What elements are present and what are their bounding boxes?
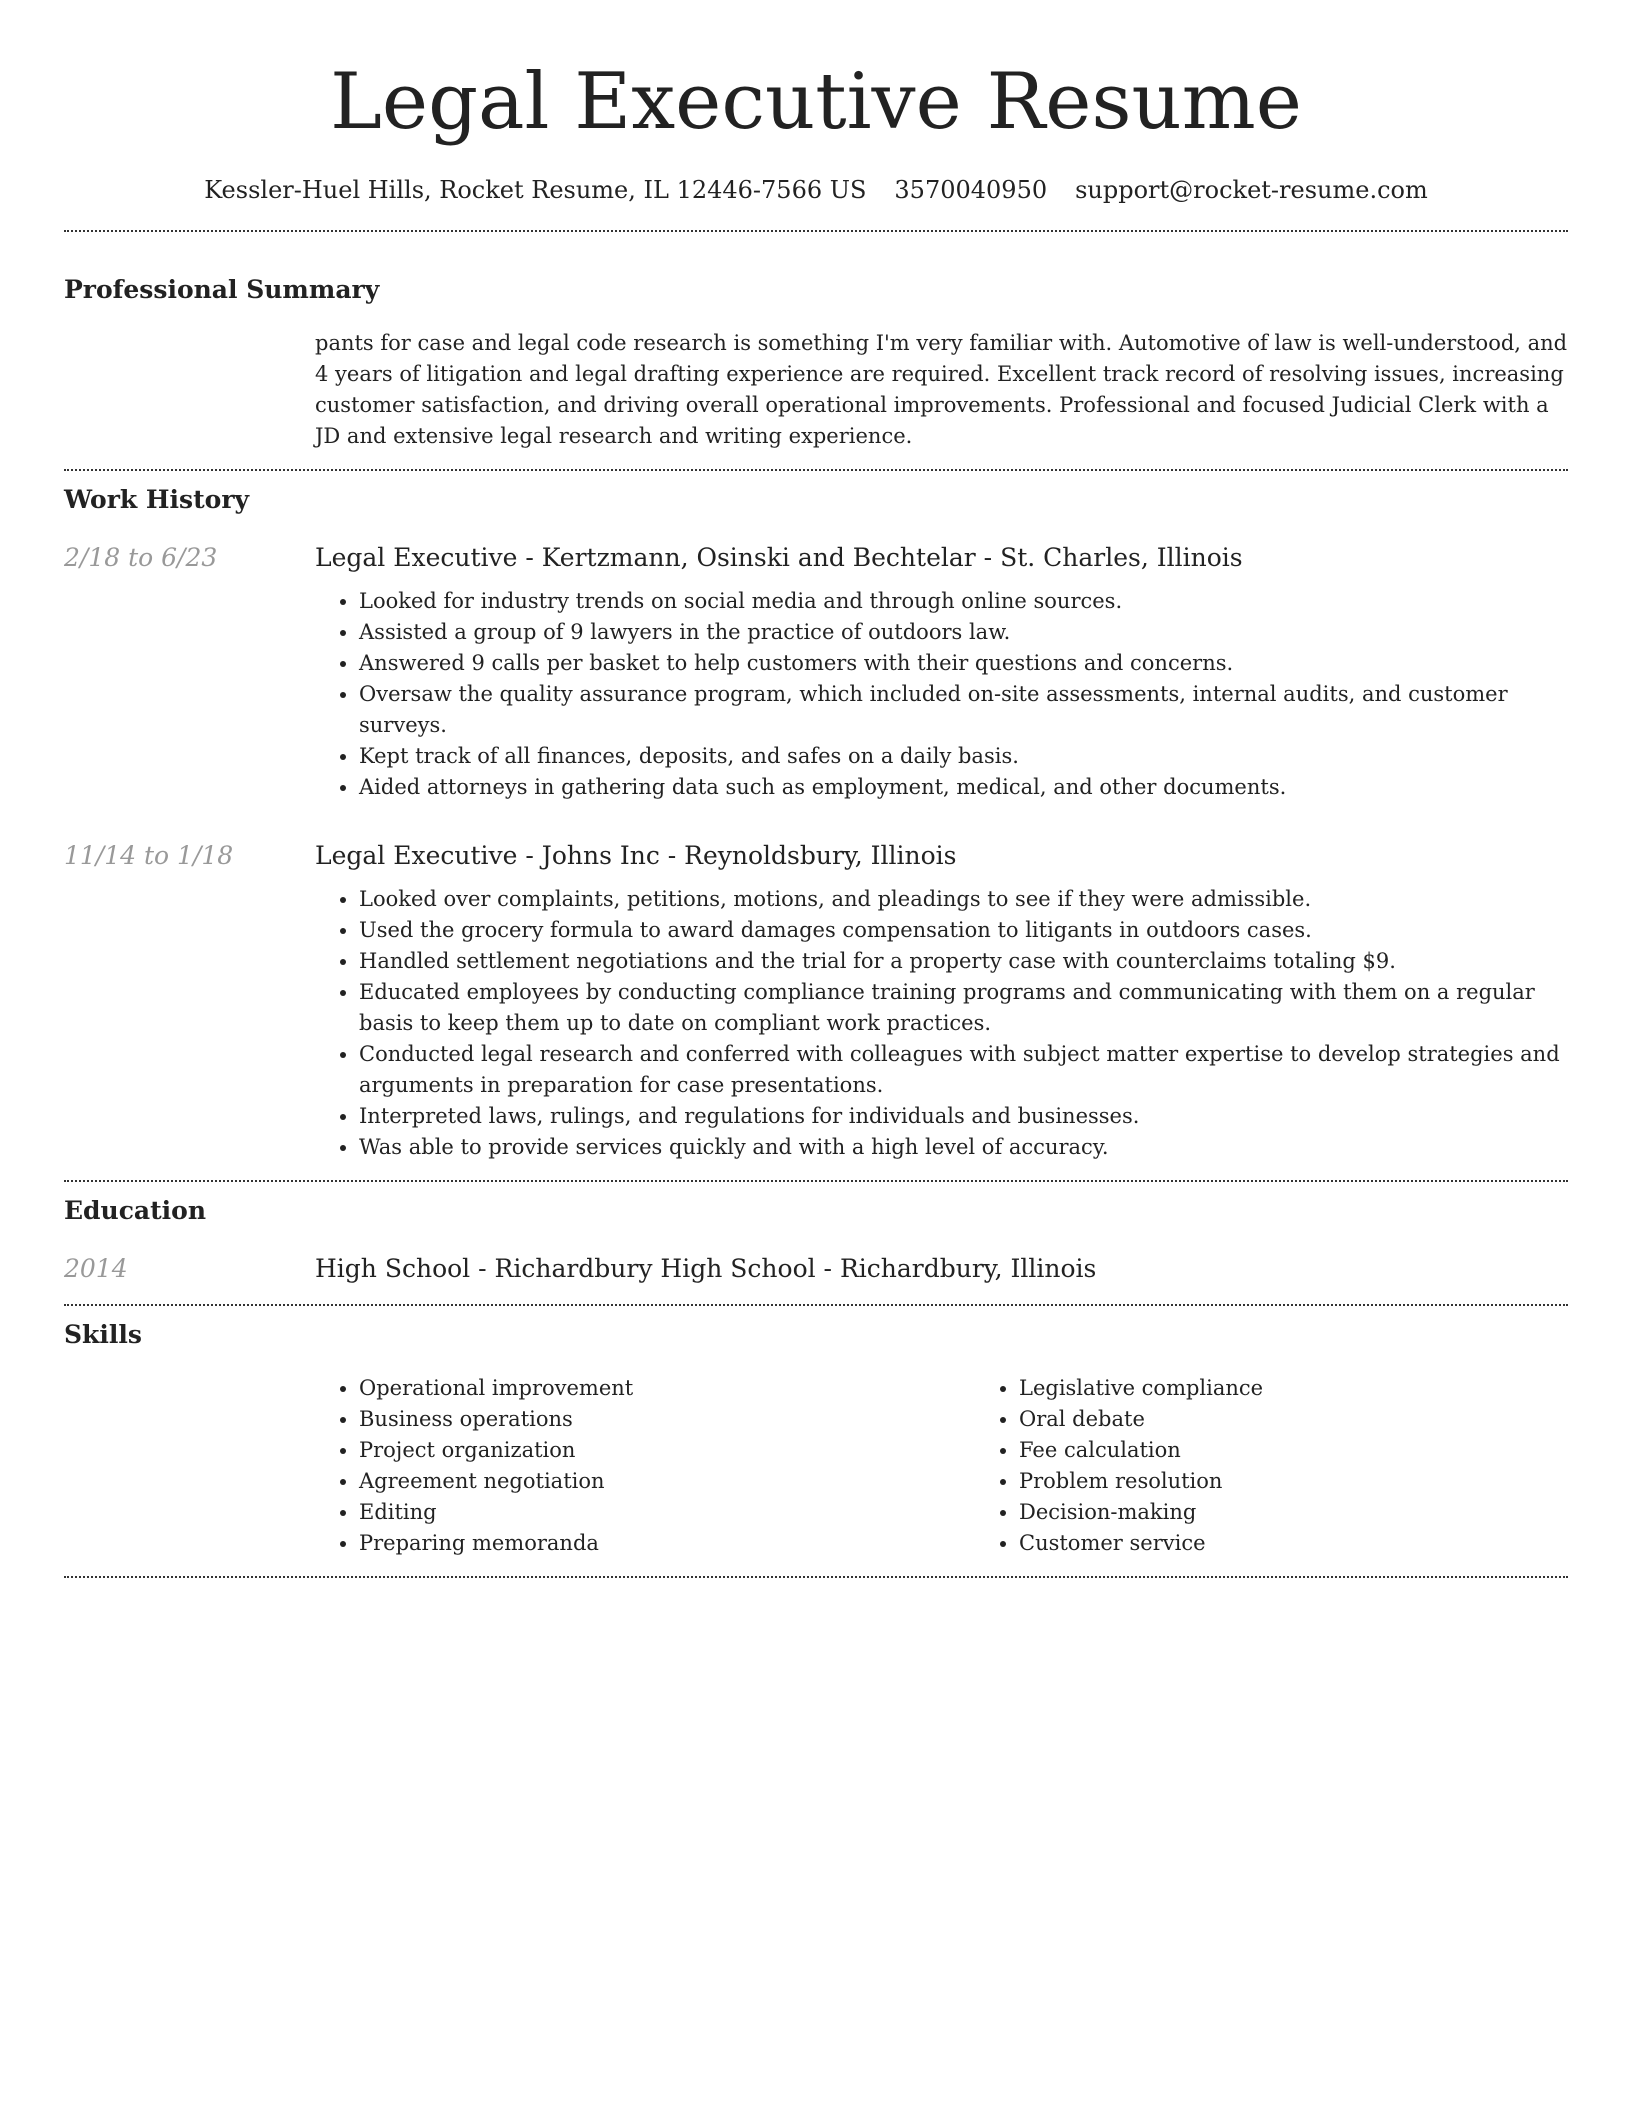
skills-column-2 [975,1373,1632,1559]
job-bullet: • Looked over complaints, petitions, motions, and pleadings to see if they were admissible. [359,884,1568,915]
job-title: Legal Executive - Kertzmann, Osinski and Bechtelar - St. Charles, Illinois [315,543,1243,572]
skill-item: • Preparing memoranda [359,1528,975,1559]
work-divider [64,1180,1568,1182]
job-bullets [315,586,1568,803]
skills-list [315,1373,1632,1559]
skill-item: • Legislative compliance [1019,1373,1632,1404]
job-bullet: • Aided attorneys in gathering data such as employment, medical, and other documents. [359,772,1568,803]
contact-line [64,172,1568,208]
work-heading: Work History [64,485,250,514]
summary-divider [64,469,1568,471]
job-bullet: • Handled settlement negotiations and the trial for a property case with counterclaims totaling $9. [359,946,1568,977]
skill-item: • Problem resolution [1019,1466,1632,1497]
skills-left-spacer [64,1373,315,1559]
job-dates: 11/14 to 1/18 [64,841,234,870]
education-heading: Education [64,1196,207,1225]
skill-item: • Decision-making [1019,1497,1632,1528]
resume-title: Legal Executive Resume [330,57,1302,147]
skills-divider [64,1576,1568,1578]
job-bullet: • Kept track of all finances, deposits, and safes on a daily basis. [359,741,1568,772]
job-dates: 2/18 to 6/23 [64,543,218,572]
summary-heading: Professional Summary [64,275,380,304]
skill-item: • Oral debate [1019,1404,1632,1435]
job-bullet: • Educated employees by conducting compliance training programs and communicating with them on a regular basis to keep them up to date on compliant work practices. [359,977,1568,1039]
summary-text: pants for case and legal code research is something I'm very familiar with. Automotive of law is well-understood, and 4 years of litigation and legal drafting experience are required. Excellent track record of resolving issues, increasing customer satisfaction, and driving overall operational improvements. Professional and focused Judicial Clerk with a JD and extensive legal research and writing experience. [315,331,1568,448]
contact-phone: 3570040950 [894,176,1048,204]
job-title: Legal Executive - Johns Inc - Reynoldsbury, Illinois [315,841,957,870]
job-bullet: • Answered 9 calls per basket to help customers with their questions and concerns. [359,648,1568,679]
education-entry [64,1251,1568,1287]
job-bullet: • Looked for industry trends on social media and through online sources. [359,586,1568,617]
skills-column-1 [315,1373,975,1559]
education-divider [64,1304,1568,1306]
skills-heading: Skills [64,1320,142,1349]
education-title [315,1251,1568,1287]
skill-item: • Customer service [1019,1528,1632,1559]
education-degree: High School [315,1254,471,1283]
job-bullet: • Interpreted laws, rulings, and regulations for individuals and businesses. [359,1101,1568,1132]
skill-item: • Fee calculation [1019,1435,1632,1466]
job-bullet: • Assisted a group of 9 lawyers in the practice of outdoors law. [359,617,1568,648]
resume-page [64,0,1568,1578]
job-bullet: • Oversaw the quality assurance program, which included on-site assessments, internal audits, and customer surveys. [359,679,1568,741]
contact-email[interactable]: support@rocket-resume.com [1075,176,1428,204]
job-bullets [315,884,1568,1163]
education-year: 2014 [64,1254,128,1283]
job-entry [64,838,1568,1163]
job-bullet: • Used the grocery formula to award damages compensation to litigants in outdoors cases. [359,915,1568,946]
skill-item: • Operational improvement [359,1373,975,1404]
summary-left-spacer [64,328,315,452]
contact-address: Kessler-Huel Hills, Rocket Resume, IL 12446-7566 US [204,176,867,204]
skill-item: • Agreement negotiation [359,1466,975,1497]
header-divider [64,230,1568,232]
job-entry [64,540,1568,803]
job-bullet: • Conducted legal research and conferred with colleagues with subject matter expertise to develop strategies and arguments in preparation for case presentations. [359,1039,1568,1101]
skill-item: • Editing [359,1497,975,1528]
job-bullet: • Was able to provide services quickly and with a high level of accuracy. [359,1132,1568,1163]
skill-item: • Business operations [359,1404,975,1435]
skill-item: • Project organization [359,1435,975,1466]
education-school: - Richardbury High School - Richardbury, Illinois [470,1254,1097,1283]
